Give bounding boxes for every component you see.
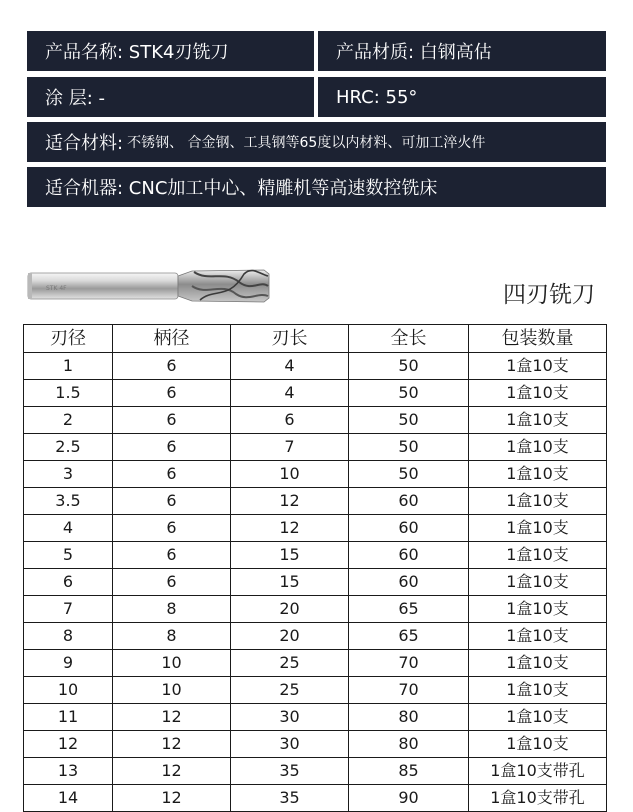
- table-row: [24, 542, 607, 569]
- cell-blade-length: 20: [231, 623, 349, 650]
- cell-package-quantity: 1盒10支: [469, 515, 607, 542]
- cell-blade-diameter: 9: [24, 650, 113, 677]
- cell-blade-diameter: 1: [24, 353, 113, 380]
- cell-blade-length: 7: [231, 434, 349, 461]
- cell-blade-diameter: 10: [24, 677, 113, 704]
- cell-shank-diameter: 10: [113, 677, 231, 704]
- header-blade-length: 刃长: [231, 325, 349, 353]
- cell-blade-diameter: 4: [24, 515, 113, 542]
- cell-overall-length: 70: [349, 650, 469, 677]
- cell-overall-length: 90: [349, 785, 469, 812]
- header-shank-diameter: 柄径: [113, 325, 231, 353]
- table-row: [24, 650, 607, 677]
- suitable-materials-value: 不锈钢、 合金钢、工具钢等65度以内材料、可加工淬火件: [127, 135, 486, 151]
- cell-blade-length: 30: [231, 704, 349, 731]
- cell-shank-diameter: 12: [113, 758, 231, 785]
- table-row: [24, 677, 607, 704]
- cell-overall-length: 70: [349, 677, 469, 704]
- cell-package-quantity: 1盒10支: [469, 488, 607, 515]
- cell-blade-length: 4: [231, 380, 349, 407]
- cell-package-quantity: 1盒10支: [469, 407, 607, 434]
- info-coating: [27, 77, 314, 117]
- cell-shank-diameter: 6: [113, 542, 231, 569]
- cell-shank-diameter: 12: [113, 785, 231, 812]
- cell-shank-diameter: 6: [113, 353, 231, 380]
- info-suitable-materials: [27, 122, 606, 162]
- cell-blade-length: 30: [231, 731, 349, 758]
- cell-blade-diameter: 14: [24, 785, 113, 812]
- cell-blade-diameter: 2.5: [24, 434, 113, 461]
- cell-package-quantity: 1盒10支: [469, 380, 607, 407]
- cell-overall-length: 85: [349, 758, 469, 785]
- cell-shank-diameter: 6: [113, 461, 231, 488]
- table-row: [24, 515, 607, 542]
- table-row: [24, 704, 607, 731]
- cell-shank-diameter: 6: [113, 380, 231, 407]
- cell-package-quantity: 1盒10支: [469, 569, 607, 596]
- info-product-name: [27, 31, 314, 71]
- cell-package-quantity: 1盒10支: [469, 353, 607, 380]
- cell-overall-length: 65: [349, 596, 469, 623]
- cell-blade-diameter: 1.5: [24, 380, 113, 407]
- suitable-machines-text: 适合机器: CNC加工中心、精雕机等高速数控铣床: [45, 178, 438, 199]
- info-suitable-machines: [27, 167, 606, 207]
- product-name-text: 产品名称: STK4刃铣刀: [45, 42, 229, 63]
- cell-shank-diameter: 6: [113, 488, 231, 515]
- cell-overall-length: 60: [349, 542, 469, 569]
- table-row: [24, 731, 607, 758]
- cell-blade-length: 10: [231, 461, 349, 488]
- cell-blade-length: 12: [231, 515, 349, 542]
- table-row: [24, 785, 607, 812]
- cell-package-quantity: 1盒10支: [469, 542, 607, 569]
- cell-blade-length: 12: [231, 488, 349, 515]
- cell-overall-length: 50: [349, 461, 469, 488]
- cell-overall-length: 65: [349, 623, 469, 650]
- cell-overall-length: 50: [349, 434, 469, 461]
- cell-blade-diameter: 2: [24, 407, 113, 434]
- cell-shank-diameter: 8: [113, 623, 231, 650]
- cell-blade-length: 4: [231, 353, 349, 380]
- cell-shank-diameter: 12: [113, 704, 231, 731]
- cell-shank-diameter: 8: [113, 596, 231, 623]
- cell-overall-length: 50: [349, 407, 469, 434]
- cell-blade-diameter: 13: [24, 758, 113, 785]
- cell-overall-length: 50: [349, 353, 469, 380]
- cell-shank-diameter: 6: [113, 434, 231, 461]
- cell-overall-length: 60: [349, 569, 469, 596]
- coating-text: 涂 层: -: [45, 88, 106, 109]
- cell-blade-length: 25: [231, 650, 349, 677]
- cell-overall-length: 50: [349, 380, 469, 407]
- cell-package-quantity: 1盒10支: [469, 596, 607, 623]
- header-package-quantity: 包装数量: [469, 325, 607, 353]
- table-row: [24, 758, 607, 785]
- table-row: [24, 569, 607, 596]
- cell-blade-diameter: 6: [24, 569, 113, 596]
- cell-package-quantity: 1盒10支带孔: [469, 785, 607, 812]
- cell-overall-length: 80: [349, 731, 469, 758]
- cell-blade-length: 35: [231, 758, 349, 785]
- cell-package-quantity: 1盒10支: [469, 623, 607, 650]
- product-title: 四刃铣刀: [503, 282, 595, 308]
- cell-package-quantity: 1盒10支: [469, 677, 607, 704]
- table-row: [24, 623, 607, 650]
- cell-blade-diameter: 7: [24, 596, 113, 623]
- cell-blade-diameter: 3: [24, 461, 113, 488]
- cell-blade-length: 20: [231, 596, 349, 623]
- table-row: [24, 380, 607, 407]
- cell-overall-length: 60: [349, 488, 469, 515]
- table-row: [24, 434, 607, 461]
- header-overall-length: 全长: [349, 325, 469, 353]
- cell-shank-diameter: 10: [113, 650, 231, 677]
- cell-blade-diameter: 3.5: [24, 488, 113, 515]
- info-hrc: [318, 77, 606, 117]
- table-row: [24, 596, 607, 623]
- header-blade-diameter: 刃径: [24, 325, 113, 353]
- cell-overall-length: 60: [349, 515, 469, 542]
- cell-package-quantity: 1盒10支: [469, 704, 607, 731]
- cell-shank-diameter: 12: [113, 731, 231, 758]
- cell-blade-length: 25: [231, 677, 349, 704]
- cell-blade-length: 15: [231, 542, 349, 569]
- suitable-materials-label: 适合材料:: [45, 133, 124, 154]
- cell-blade-diameter: 5: [24, 542, 113, 569]
- cell-shank-diameter: 6: [113, 569, 231, 596]
- cell-shank-diameter: 6: [113, 407, 231, 434]
- table-row: [24, 353, 607, 380]
- svg-text:STK 4F: STK 4F: [46, 285, 67, 292]
- cell-blade-length: 6: [231, 407, 349, 434]
- spec-table: [23, 324, 607, 812]
- cell-blade-diameter: 12: [24, 731, 113, 758]
- cell-overall-length: 80: [349, 704, 469, 731]
- table-row: [24, 461, 607, 488]
- cell-package-quantity: 1盒10支带孔: [469, 758, 607, 785]
- info-material: [318, 31, 606, 71]
- hrc-text: HRC: 55°: [336, 86, 418, 108]
- cell-blade-length: 15: [231, 569, 349, 596]
- cell-blade-diameter: 8: [24, 623, 113, 650]
- material-text: 产品材质: 白钢高估: [336, 42, 492, 63]
- cell-shank-diameter: 6: [113, 515, 231, 542]
- end-mill-image: [24, 262, 274, 310]
- table-row: [24, 407, 607, 434]
- table-row: [24, 488, 607, 515]
- cell-package-quantity: 1盒10支: [469, 650, 607, 677]
- cell-package-quantity: 1盒10支: [469, 731, 607, 758]
- table-header-row: [24, 325, 607, 353]
- cell-package-quantity: 1盒10支: [469, 461, 607, 488]
- cell-package-quantity: 1盒10支: [469, 434, 607, 461]
- cell-blade-length: 35: [231, 785, 349, 812]
- cell-blade-diameter: 11: [24, 704, 113, 731]
